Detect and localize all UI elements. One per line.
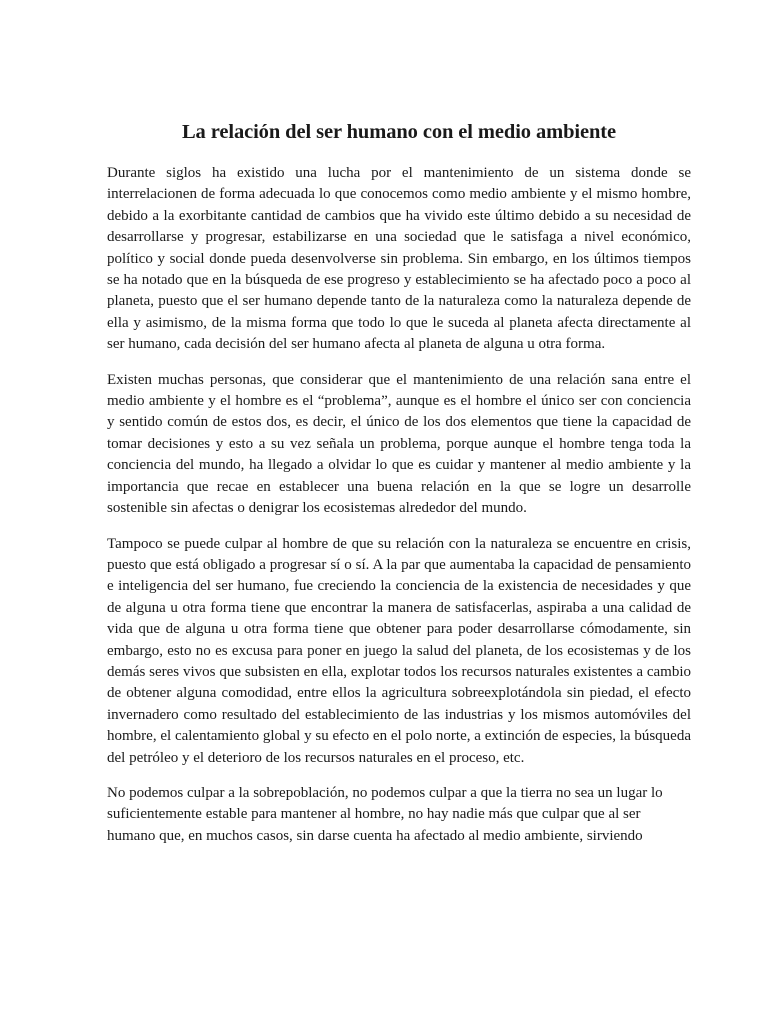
paragraph-3: Tampoco se puede culpar al hombre de que su relación con la naturaleza se encuentre en crisis, puesto que está obligado a progresar sí o sí. A la par que aumentaba la capacidad de pensamiento e inteligencia del ser humano, fue creciendo la conciencia de la existencia de necesidades y que de alguna u otra forma tiene que encontrar la manera de satisfacerlas, aspiraba a una calidad de vida que de alguna u otra forma tiene que obtener para poder desarrollarse cómodamente, sin embargo, esto no es excusa para poner en juego la salud del planeta, de los ecosistemas y de los demás seres vivos que subsisten en ella, explotar todos los recursos naturales existentes a cambio de obtener alguna comodidad, entre ellos la agricultura sobreexplotándola sin piedad, el efecto invernadero como resultado del establecimiento de las industrias y los mismos automóviles del hombre, el calentamiento global y su efecto en el polo norte, a extinción de especies, la búsqueda del petróleo y el deterioro de los recursos naturales en el proceso, etc. [107,535,691,766]
paragraph-1: Durante siglos ha existido una lucha por el mantenimiento de un sistema donde se interrelacionen de forma adecuada lo que conocemos como medio ambiente y el mismo hombre, debido a la exorbitante cantidad de cambios que ha vivido este último debido a su necesidad de desarrollarse y progresar, estabilizarse en una sociedad que le satisfaga a nivel económico, político y social donde pueda desenvolverse sin problema. Sin embargo, en los últimos tiempos se ha notado que en la búsqueda de ese progreso y establecimiento se ha afectado poco a poco al planeta, puesto que el ser humano depende tanto de la naturaleza como la naturaleza depende de ella y asimismo, de la misma forma que todo lo que le suceda al planeta afecta directamente al ser humano, cada decisión del ser humano afecta al planeta de alguna u otra forma. [107,165,691,353]
document-body [107,118,691,861]
document-title: La relación del ser humano con el medio ambiente [181,121,617,143]
paragraph-2: Existen muchas personas, que considerar que el mantenimiento de una relación sana entre el medio ambiente y el hombre es el “problema”, aunque es el hombre el único ser con conciencia y sentido común de estos dos, es decir, el único de los dos elementos que tiene la capacidad de tomar decisiones y esto a su vez señala un problema, porque aunque el hombre tenga toda la conciencia del mundo, ha llegado a olvidar lo que es cuidar y mantener al medio ambiente y la importancia que recae en establecer una buena relación en la que se logre un desarrolle sostenible sin afectas o denigrar los ecosistemas alrededor del mundo. [107,371,691,517]
paragraph-4: No podemos culpar a la sobrepoblación, no podemos culpar a que la tierra no sea un lugar lo suficientemente estable para mantener al hombre, no hay nadie más que culpar que al ser humano que, en muchos casos, sin darse cuenta ha afectado al medio ambiente, sirviendo [107,784,663,844]
